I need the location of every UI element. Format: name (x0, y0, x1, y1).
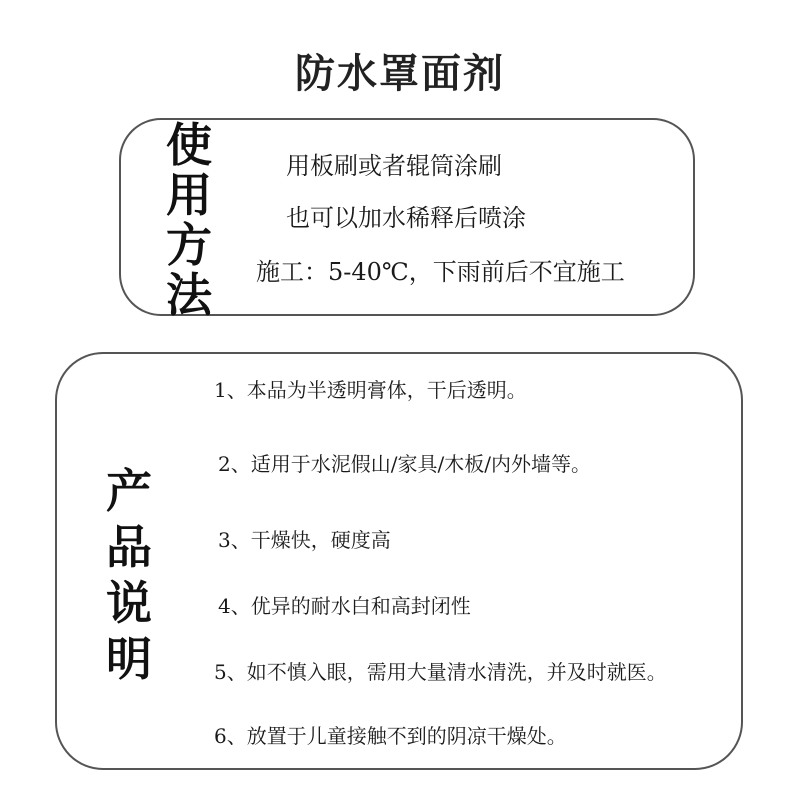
usage-line: 用板刷或者辊筒涂刷 (286, 152, 502, 180)
usage-line: 也可以加水稀释后喷涂 (286, 204, 526, 232)
usage-label-char: 法 (166, 268, 212, 322)
description-label-char: 产 (106, 464, 152, 518)
usage-label-char: 使 (166, 118, 212, 172)
usage-line: 施工：5-40℃，下雨前后不宜施工 (256, 258, 625, 286)
usage-label-char: 方 (166, 218, 212, 272)
description-label-char: 明 (106, 632, 152, 686)
description-item: 5、如不慎入眼，需用大量清水清洗，并及时就医。 (214, 660, 667, 684)
description-item: 6、放置于儿童接触不到的阴凉干燥处。 (214, 724, 567, 748)
usage-section-label (162, 118, 216, 322)
description-section-box (55, 352, 743, 770)
description-item: 4、优异的耐水白和高封闭性 (218, 594, 471, 618)
description-section-label (102, 464, 156, 692)
page-title: 防水罩面剂 (295, 51, 505, 97)
description-item: 3、干燥快，硬度高 (218, 528, 391, 552)
description-label-char: 说 (106, 576, 152, 630)
usage-label-char: 用 (166, 168, 212, 222)
description-item: 1、本品为半透明膏体，干后透明。 (214, 378, 527, 402)
description-item: 2、适用于水泥假山/家具/木板/内外墙等。 (218, 452, 591, 476)
description-label-char: 品 (106, 520, 152, 574)
